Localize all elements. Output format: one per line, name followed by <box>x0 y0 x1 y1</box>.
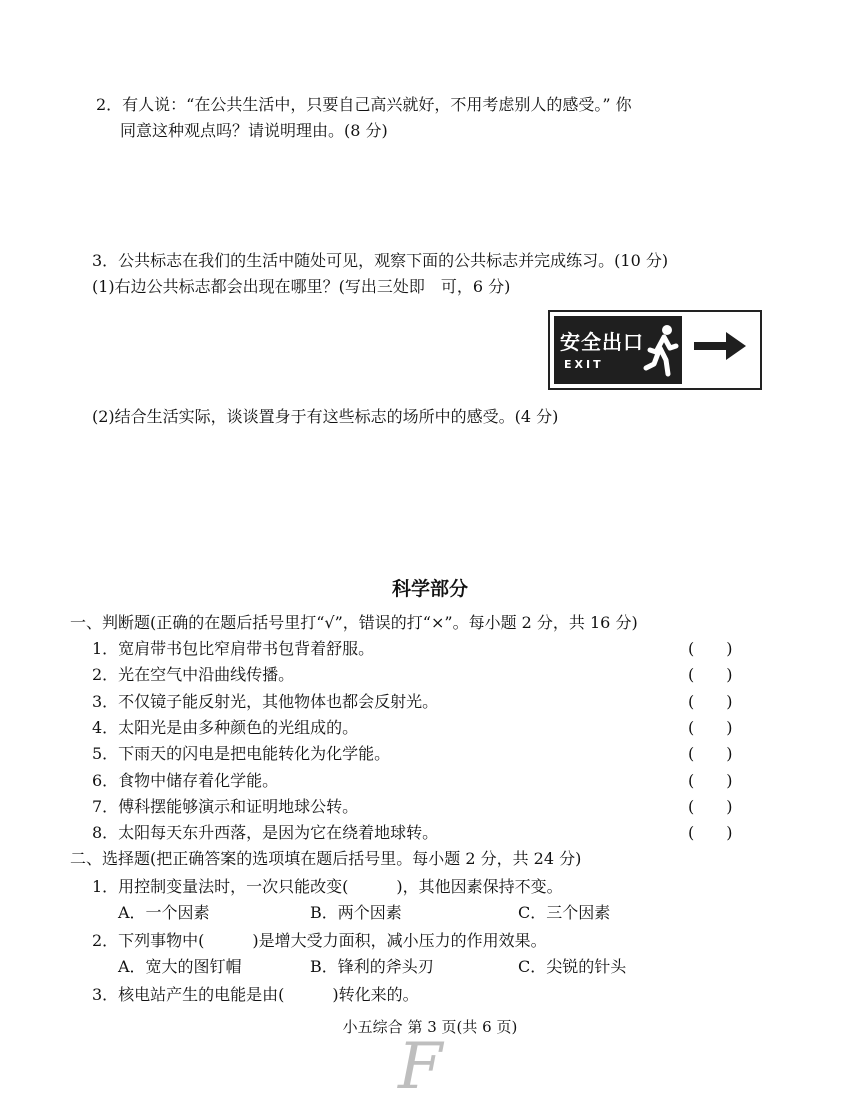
answer-parentheses[interactable]: ( ) <box>688 744 733 763</box>
true-false-item: 2．光在空气中沿曲线传播。 <box>92 665 295 684</box>
sign-arrow-panel <box>684 316 756 384</box>
part1-heading: 一、判断题(正确的在题后括号里打“√”，错误的打“×”。每小题 2 分，共 16 分) <box>70 613 638 632</box>
exit-sign-english: EXIT <box>564 358 604 371</box>
true-false-item: 1．宽肩带书包比窄肩带书包背着舒服。 <box>92 639 375 658</box>
choice-q1-option-b: B．两个因素 <box>310 903 402 922</box>
answer-parentheses[interactable]: ( ) <box>688 718 733 737</box>
q2-line2: 同意这种观点吗？请说明理由。(8 分) <box>120 121 388 140</box>
page-footer: 小五综合 第 3 页(共 6 页) <box>342 1018 518 1036</box>
choice-q1-option-a: A．一个因素 <box>118 903 210 922</box>
watermark-letter: F <box>398 1030 443 1104</box>
part2-heading: 二、选择题(把正确答案的选项填在题后括号里。每小题 2 分，共 24 分) <box>70 849 582 868</box>
true-false-item: 7．傅科摆能够演示和证明地球公转。 <box>92 797 359 816</box>
true-false-item: 6．食物中储存着化学能。 <box>92 771 279 790</box>
choice-q1-stem: 1．用控制变量法时，一次只能改变( )，其他因素保持不变。 <box>92 877 563 896</box>
answer-parentheses[interactable]: ( ) <box>688 665 733 684</box>
choice-q1-option-c: C．三个因素 <box>518 903 611 922</box>
true-false-item: 5．下雨天的闪电是把电能转化为化学能。 <box>92 744 391 763</box>
choice-q2-stem: 2．下列事物中( )是增大受力面积，减小压力的作用效果。 <box>92 931 547 950</box>
answer-parentheses[interactable]: ( ) <box>688 771 733 790</box>
answer-parentheses[interactable]: ( ) <box>688 797 733 816</box>
q2-line1: 2．有人说：“在公共生活中，只要自己高兴就好，不用考虑别人的感受。” 你 <box>96 95 632 114</box>
exit-sign-chinese: 安全出口 <box>560 330 644 354</box>
choice-q2-option-b: B．锋利的斧头刃 <box>310 957 434 976</box>
answer-parentheses[interactable]: ( ) <box>688 823 733 842</box>
exit-sign-image <box>548 310 762 390</box>
answer-parentheses[interactable]: ( ) <box>688 692 733 711</box>
q3-sub2: (2)结合生活实际，谈谈置身于有这些标志的场所中的感受。(4 分) <box>92 407 559 426</box>
q3-sub1: (1)右边公共标志都会出现在哪里？(写出三处即 可，6 分) <box>92 277 511 296</box>
choice-q2-option-a: A．宽大的图钉帽 <box>118 957 242 976</box>
true-false-item: 8．太阳每天东升西落，是因为它在绕着地球转。 <box>92 823 439 842</box>
running-man-icon <box>640 320 682 380</box>
choice-q2-option-c: C．尖锐的针头 <box>518 957 627 976</box>
answer-parentheses[interactable]: ( ) <box>688 639 733 658</box>
q3-line1: 3．公共标志在我们的生活中随处可见，观察下面的公共标志并完成练习。(10 分) <box>92 251 669 270</box>
true-false-item: 3．不仅镜子能反射光，其他物体也都会反射光。 <box>92 692 439 711</box>
true-false-item: 4．太阳光是由多种颜色的光组成的。 <box>92 718 359 737</box>
choice-q3-stem: 3．核电站产生的电能是由( )转化来的。 <box>92 985 419 1004</box>
science-section-title: 科学部分 <box>391 578 468 600</box>
right-arrow-icon <box>692 326 748 366</box>
